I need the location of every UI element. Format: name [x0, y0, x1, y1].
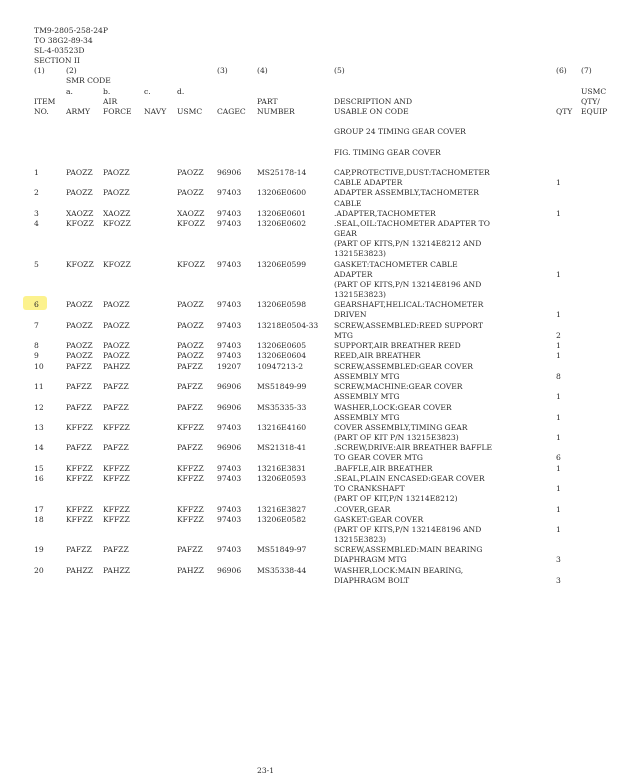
- smr-army: KFOZZ: [66, 259, 94, 269]
- description-line: (PART OF KITS,P/N 13214E8196 AND: [334, 524, 482, 534]
- smr-air-force: PAOZZ: [103, 168, 130, 177]
- description-line: SCREW,MACHINE:GEAR COVER: [334, 382, 463, 392]
- quantity: 1: [556, 504, 561, 514]
- smr-army: PAFZZ: [66, 361, 92, 371]
- qty-header: QTY: [556, 107, 573, 116]
- force-header: FORCE: [103, 107, 132, 116]
- description-line: CAP,PROTECTIVE,DUST:TACHOMETER: [334, 168, 490, 177]
- number-header: NUMBER: [257, 107, 295, 116]
- description-line: .BAFFLE,AIR BREATHER: [334, 463, 433, 473]
- smr-army: KFFZZ: [66, 474, 93, 483]
- description-line: SCREW,ASSEMBLED:GEAR COVER: [334, 361, 473, 371]
- part-number: 13218E0504-33: [257, 320, 319, 330]
- description-line: COVER ASSEMBLY,TIMING GEAR: [334, 422, 468, 432]
- smr-usmc: PAFZZ: [177, 545, 203, 555]
- smr-usmc: PAOZZ: [177, 351, 204, 361]
- cagec-code: 97403: [217, 259, 242, 269]
- item-number: 13: [34, 422, 44, 432]
- smr-usmc: PAFZZ: [177, 443, 203, 453]
- smr-usmc: PAFZZ: [177, 382, 203, 392]
- part-number: MS51849-99: [257, 382, 307, 392]
- part-number: 13206E0600: [257, 188, 307, 198]
- smr-army: PAOZZ: [66, 351, 93, 361]
- smr-air-force: PAFZZ: [103, 443, 129, 453]
- description-line: .ADAPTER,TACHOMETER: [334, 208, 436, 218]
- smr-army: PAOZZ: [66, 320, 93, 330]
- part-number: 13206E0605: [257, 341, 307, 351]
- usmc-header-top: USMC: [581, 87, 607, 96]
- page-number: 23-1: [257, 766, 275, 775]
- part-number: MS21318-41: [257, 443, 307, 453]
- part-number: 13216E4160: [257, 422, 307, 432]
- item-number: 20: [34, 565, 44, 575]
- description-line: 13215E3823): [334, 535, 386, 544]
- quantity: 1: [556, 269, 561, 279]
- description-line: SCREW,ASSEMBLED:REED SUPPORT: [334, 320, 484, 330]
- smr-air-force: KFFZZ: [103, 504, 130, 514]
- smr-army: PAFZZ: [66, 443, 92, 453]
- description-line: ASSEMBLY MTG: [334, 371, 400, 381]
- description-line: .SEAL,OIL:TACHOMETER ADAPTER TO: [334, 219, 490, 229]
- quantity: 1: [556, 463, 561, 473]
- smr-code-label: SMR CODE: [66, 76, 111, 85]
- cagec-code: 97403: [217, 463, 242, 473]
- description-line: WASHER,LOCK:MAIN BEARING,: [334, 565, 464, 575]
- part-number: 13206E0604: [257, 351, 307, 361]
- item-number: 2: [34, 188, 39, 198]
- cagec-code: 97403: [217, 351, 242, 361]
- smr-army: PAFZZ: [66, 545, 92, 555]
- document-header: [34, 26, 108, 66]
- cagec-code: 97403: [217, 188, 242, 198]
- part-number: MS51849-97: [257, 545, 307, 555]
- item-number: 14: [34, 443, 44, 453]
- part-number: 13206E0598: [257, 300, 307, 310]
- description-line: SUPPORT,AIR BREATHER REED: [334, 341, 461, 351]
- quantity: 3: [556, 555, 561, 565]
- air-header: AIR: [103, 97, 118, 106]
- smr-usmc: KFFZZ: [177, 514, 204, 524]
- part-number: 13206E0593: [257, 474, 307, 483]
- part-header: PART: [257, 97, 278, 106]
- description-line: TO CRANKSHAFT: [334, 484, 405, 494]
- smr-army: XAOZZ: [66, 208, 94, 218]
- smr-air-force: PAFZZ: [103, 382, 129, 392]
- equip-header: EQUIP: [581, 107, 608, 116]
- smr-usmc: PAOZZ: [177, 188, 204, 198]
- col-6-number: (6): [556, 66, 567, 75]
- quantity: 1: [556, 392, 561, 402]
- qty-slash-header: QTY/: [581, 97, 600, 106]
- header-line: TO 38G2-89-34: [34, 36, 93, 46]
- smr-air-force: PAOZZ: [103, 341, 130, 351]
- item-number: 4: [34, 219, 39, 229]
- col-7-number: (7): [581, 66, 592, 75]
- col-1-number: (1): [34, 66, 45, 75]
- smr-army: KFFZZ: [66, 514, 93, 524]
- smr-army: PAOZZ: [66, 188, 93, 198]
- smr-air-force: PAHZZ: [103, 565, 131, 575]
- col-3-number: (3): [217, 66, 228, 75]
- cagec-code: 96906: [217, 402, 242, 412]
- smr-usmc: KFFZZ: [177, 463, 204, 473]
- smr-air-force: PAFZZ: [103, 402, 129, 412]
- smr-army: PAFZZ: [66, 402, 92, 412]
- cagec-code: 96906: [217, 382, 242, 392]
- subcol-b: b.: [103, 87, 111, 96]
- quantity: 8: [556, 371, 561, 381]
- item-number: 18: [34, 514, 44, 524]
- quantity: 6: [556, 453, 561, 463]
- usmc-header: USMC: [177, 107, 203, 116]
- description-header: DESCRIPTION AND: [334, 97, 413, 106]
- quantity: 1: [556, 341, 561, 351]
- description-line: GEARSHAFT,HELICAL:TACHOMETER: [334, 300, 484, 310]
- smr-usmc: PAOZZ: [177, 341, 204, 351]
- cagec-code: 97403: [217, 504, 242, 514]
- description-line: (PART OF KIT,P/N 13214E8212): [334, 494, 458, 504]
- navy-header: NAVY: [144, 107, 167, 116]
- smr-usmc: PAHZZ: [177, 565, 205, 575]
- description-line: .SEAL,PLAIN ENCASED:GEAR COVER: [334, 474, 485, 483]
- smr-army: PAOZZ: [66, 168, 93, 177]
- smr-usmc: PAOZZ: [177, 300, 204, 310]
- description-line: DIAPHRAGM MTG: [334, 555, 407, 565]
- item-number: 17: [34, 504, 44, 514]
- group-title: GROUP 24 TIMING GEAR COVER: [334, 127, 466, 136]
- description-line: CABLE ADAPTER: [334, 178, 403, 188]
- quantity: 1: [556, 524, 561, 534]
- item-number: 11: [34, 382, 44, 392]
- item-number: 3: [34, 208, 39, 218]
- quantity: 1: [556, 412, 561, 422]
- description-line: ADAPTER: [334, 269, 373, 279]
- quantity: 1: [556, 208, 561, 218]
- description-line: (PART OF KITS,P/N 13214E8196 AND: [334, 279, 482, 289]
- smr-usmc: KFFZZ: [177, 474, 204, 483]
- cagec-code: 19207: [217, 361, 242, 371]
- description-line: 13215E3823): [334, 290, 386, 299]
- cagec-code: 97403: [217, 219, 242, 229]
- smr-army: PAOZZ: [66, 341, 93, 351]
- smr-air-force: KFFZZ: [103, 422, 130, 432]
- description-line: 13215E3823): [334, 249, 386, 259]
- smr-usmc: PAOZZ: [177, 168, 204, 177]
- cagec-code: 97403: [217, 208, 242, 218]
- cagec-code: 96906: [217, 565, 242, 575]
- item-number: 15: [34, 463, 44, 473]
- description-line: ADAPTER ASSEMBLY,TACHOMETER: [334, 188, 479, 198]
- part-number: 13206E0602: [257, 219, 307, 229]
- smr-air-force: PAOZZ: [103, 320, 130, 330]
- description-line: (PART OF KITS,P/N 13214E8212 AND: [334, 239, 482, 249]
- part-number: 13206E0599: [257, 259, 307, 269]
- item-number: 1: [34, 168, 39, 177]
- smr-air-force: PAOZZ: [103, 188, 130, 198]
- part-number: 13216E3831: [257, 463, 307, 473]
- item-number: 7: [34, 320, 39, 330]
- smr-army: PAOZZ: [66, 300, 93, 310]
- part-number: MS35338-44: [257, 565, 307, 575]
- quantity: 1: [556, 433, 561, 442]
- quantity: 1: [556, 310, 561, 320]
- smr-army: PAHZZ: [66, 565, 94, 575]
- smr-usmc: KFOZZ: [177, 219, 205, 229]
- smr-usmc: KFFZZ: [177, 422, 204, 432]
- smr-air-force: KFOZZ: [103, 219, 131, 229]
- col-4-number: (4): [257, 66, 268, 75]
- description-line: ASSEMBLY MTG: [334, 392, 400, 402]
- cagec-code: 97403: [217, 300, 242, 310]
- description-line: (PART OF KIT P/N 13215E3823): [334, 433, 459, 442]
- description-line: DIAPHRAGM BOLT: [334, 575, 410, 585]
- description-line: .SCREW,DRIVE:AIR BREATHER BAFFLE: [334, 443, 493, 453]
- quantity: 3: [556, 575, 561, 585]
- item-number: 19: [34, 545, 44, 555]
- cagec-code: 96906: [217, 443, 242, 453]
- quantity: 1: [556, 351, 561, 361]
- description-line: GASKET:GEAR COVER: [334, 514, 424, 524]
- smr-army: KFFZZ: [66, 504, 93, 514]
- col-2-number: (2): [66, 66, 77, 75]
- part-number: 13206E0582: [257, 514, 307, 524]
- smr-air-force: KFFZZ: [103, 474, 130, 483]
- smr-usmc: PAOZZ: [177, 320, 204, 330]
- description-line: TO GEAR COVER MTG: [334, 453, 423, 463]
- quantity: 2: [556, 330, 561, 340]
- description-line: WASHER,LOCK:GEAR COVER: [334, 402, 452, 412]
- description-line: SCREW,ASSEMBLED:MAIN BEARING: [334, 545, 483, 555]
- item-number: 10: [34, 361, 44, 371]
- smr-usmc: PAFZZ: [177, 361, 203, 371]
- smr-usmc: KFOZZ: [177, 259, 205, 269]
- army-header: ARMY: [66, 107, 90, 116]
- smr-army: PAFZZ: [66, 382, 92, 392]
- cagec-code: 97403: [217, 474, 242, 483]
- smr-air-force: PAHZZ: [103, 361, 131, 371]
- col-5-number: (5): [334, 66, 345, 75]
- description-line: ASSEMBLY MTG: [334, 412, 400, 422]
- item-number: 9: [34, 351, 39, 361]
- item-number: 12: [34, 402, 44, 412]
- cagec-code: 97403: [217, 545, 242, 555]
- description-line: REED,AIR BREATHER: [334, 351, 421, 361]
- smr-air-force: KFOZZ: [103, 259, 131, 269]
- part-number: 10947213-2: [257, 361, 304, 371]
- smr-army: KFFZZ: [66, 422, 93, 432]
- smr-air-force: KFFZZ: [103, 463, 130, 473]
- smr-air-force: KFFZZ: [103, 514, 130, 524]
- cagec-code: 96906: [217, 168, 242, 177]
- part-number: 13206E0601: [257, 208, 307, 218]
- header-line: SECTION II: [34, 56, 80, 66]
- smr-air-force: PAOZZ: [103, 300, 130, 310]
- description-line: MTG: [334, 330, 353, 340]
- cagec-code: 97403: [217, 422, 242, 432]
- part-number: MS35335-33: [257, 402, 307, 412]
- cagec-code: 97403: [217, 341, 242, 351]
- smr-air-force: PAFZZ: [103, 545, 129, 555]
- part-number: 13216E3827: [257, 504, 307, 514]
- subcol-c: c.: [144, 87, 151, 96]
- smr-usmc: XAOZZ: [177, 208, 205, 218]
- smr-air-force: PAOZZ: [103, 351, 130, 361]
- cagec-header: CAGEC: [217, 107, 246, 116]
- item-number: 5: [34, 259, 39, 269]
- quantity: 1: [556, 484, 561, 494]
- smr-usmc: PAFZZ: [177, 402, 203, 412]
- description-line: GEAR: [334, 229, 357, 239]
- description-line: DRIVEN: [334, 310, 367, 320]
- cagec-code: 97403: [217, 320, 242, 330]
- item-number: 6: [34, 300, 39, 310]
- description-line: GASKET:TACHOMETER CABLE: [334, 259, 458, 269]
- subcol-a: a.: [66, 87, 73, 96]
- description-line: .COVER,GEAR: [334, 504, 391, 514]
- quantity: 1: [556, 178, 561, 188]
- header-line: TM9-2805-258-24P: [34, 26, 108, 35]
- smr-army: KFOZZ: [66, 219, 94, 229]
- figure-title: FIG. TIMING GEAR COVER: [334, 148, 441, 157]
- cagec-code: 97403: [217, 514, 242, 524]
- description-line: CABLE: [334, 198, 362, 208]
- header-line: SL-4-03523D: [34, 46, 85, 56]
- part-number: MS25178-14: [257, 168, 307, 177]
- smr-army: KFFZZ: [66, 463, 93, 473]
- smr-air-force: XAOZZ: [103, 208, 131, 218]
- smr-usmc: KFFZZ: [177, 504, 204, 514]
- usable-on-code-header: USABLE ON CODE: [334, 107, 409, 116]
- no-header: NO.: [34, 107, 49, 116]
- subcol-d: d.: [177, 87, 185, 96]
- item-number: 16: [34, 474, 44, 483]
- item-header: ITEM: [34, 97, 56, 106]
- item-number: 8: [34, 341, 39, 351]
